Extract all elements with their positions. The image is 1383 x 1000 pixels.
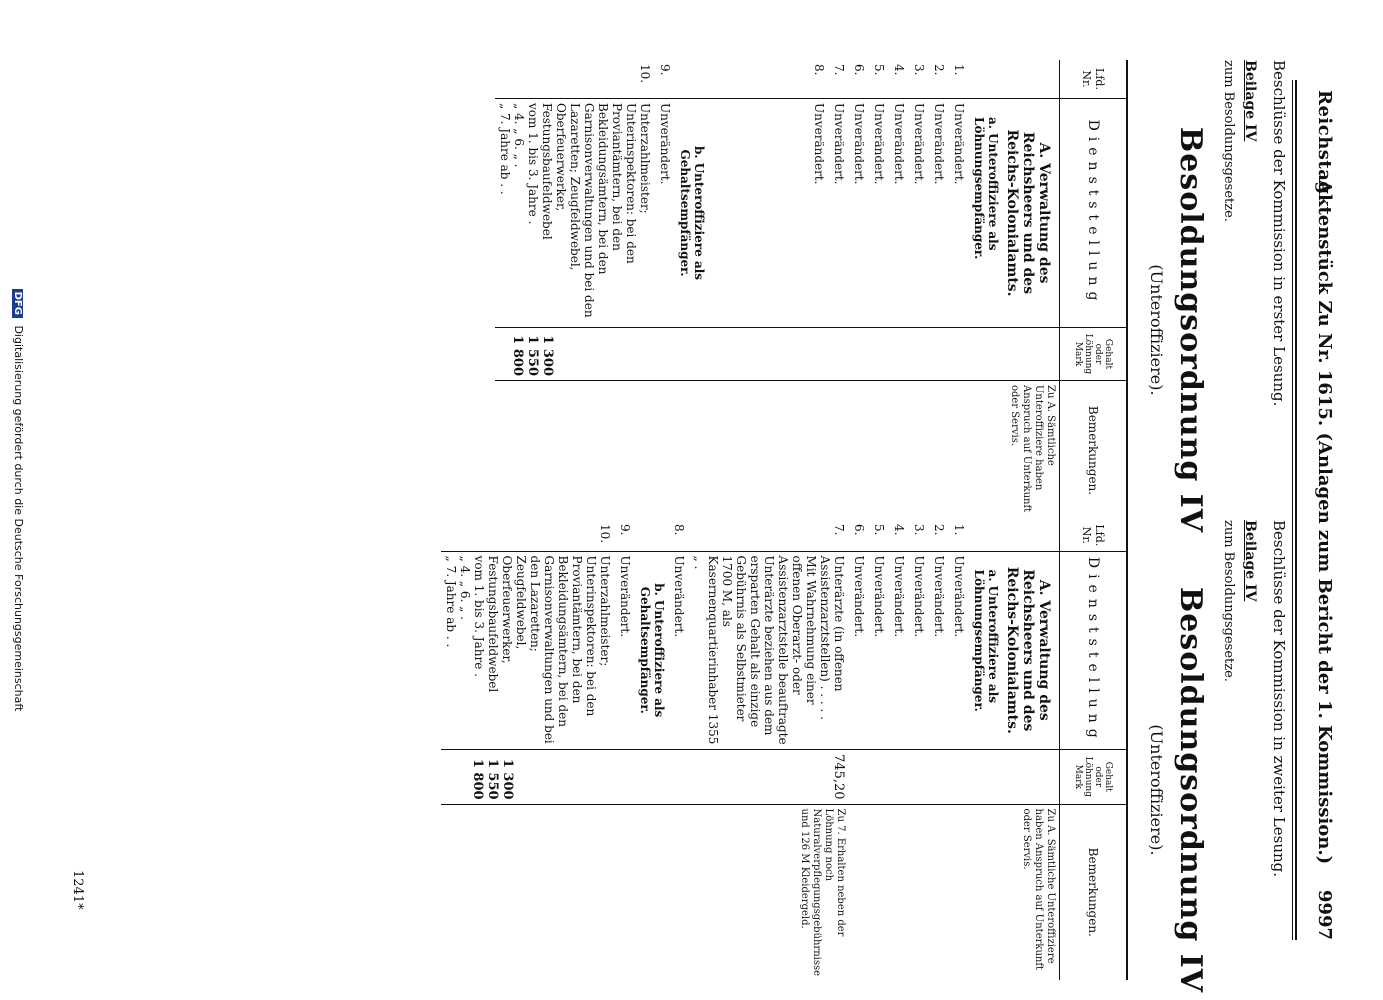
beilage-label: Beilage IV bbox=[1242, 520, 1258, 602]
subsection-a: a. Unteroffiziere als Löhnungsempfänger. bbox=[972, 117, 1000, 260]
row-text: Unverändert. bbox=[909, 99, 929, 328]
row-nr: 6. bbox=[852, 64, 866, 76]
row-text: Unverändert. bbox=[929, 99, 949, 328]
first-reading-column bbox=[88, 60, 1288, 534]
row-gehalt: 1 300 1 550 1 800 bbox=[495, 328, 655, 381]
table-row bbox=[889, 520, 909, 980]
row-nr: 2. bbox=[932, 64, 946, 76]
remark-a: Zu A. Sämtliche Unteroffiziere haben Anspruch auf Unterkunft oder Servis. bbox=[969, 381, 1060, 521]
col-nr: Lfd. Nr. bbox=[1060, 520, 1128, 551]
row-text: Unterärzte (in offenen Assistenzarztstellen) . . . . . Mit Wahrnehmung einer offenen Oberarzt- oder Assistenzarztstelle beauftragte Unterärzte beziehen aus dem ersparten Gehalt als einzige Gebührnis als Selbstmieter 1700 M, als Kasernenquartierinhaber 1355 „ . bbox=[689, 551, 849, 749]
table-row bbox=[949, 60, 969, 520]
col-gehalt: Gehalt oder Löhnung Mark bbox=[1060, 750, 1128, 805]
section-a-heading: A. Verwaltung des Reichsheers und des Reichs-Kolonialamts. bbox=[1004, 129, 1052, 297]
row-text: Unverändert. bbox=[949, 551, 969, 749]
dfg-logo: DFG bbox=[12, 289, 23, 318]
stage-label: Beschlüsse der Kommission in erster Lesung. bbox=[1270, 60, 1288, 407]
row-nr: 3. bbox=[912, 524, 926, 536]
funding-note-text: Digitalisierung gefördert durch die Deutsche Forschungsgemeinschaft bbox=[12, 325, 25, 712]
table-row bbox=[849, 520, 869, 980]
row-text: Unverändert. bbox=[869, 551, 889, 749]
table-row bbox=[909, 520, 929, 980]
row-text: Unverändert. bbox=[869, 99, 889, 328]
row-nr: 7. bbox=[832, 64, 846, 76]
table-row bbox=[909, 60, 929, 520]
subsection-b: b. Unteroffiziere als Gehaltsempfänger. bbox=[678, 145, 706, 281]
table-row bbox=[969, 520, 1060, 980]
row-text: Unverändert. bbox=[849, 551, 869, 749]
remark-a: Zu A. Sämtliche Unteroffiziere haben Anspruch auf Unterkunft oder Servis. bbox=[969, 804, 1060, 980]
row-text: Unverändert. bbox=[849, 99, 869, 328]
table-row bbox=[929, 60, 949, 520]
row-nr: 1. bbox=[952, 64, 966, 76]
table-row bbox=[969, 60, 1060, 520]
table-row bbox=[675, 60, 709, 520]
row-nr: 7. bbox=[832, 524, 846, 536]
row-text: Unverändert. bbox=[655, 99, 675, 328]
remark-7: Zu 7. Erhalten neben der Löhnung noch Naturalverpflegungsgebührnisse und 126 M Kleidergeld. bbox=[689, 804, 849, 980]
col-bemerkungen: Bemerkungen. bbox=[1060, 804, 1128, 980]
col-bemerkungen: Bemerkungen. bbox=[1060, 381, 1128, 521]
funding-note bbox=[12, 0, 25, 1000]
subsection-b: b. Unteroffiziere als Gehaltsempfänger. bbox=[638, 583, 666, 718]
section-a-heading: A. Verwaltung des Reichsheers und des Reichs-Kolonialamts. bbox=[1004, 566, 1052, 734]
section-title: Besoldungsordnung IV bbox=[1173, 126, 1208, 534]
table-row bbox=[869, 60, 889, 520]
row-text: Unverändert. bbox=[929, 551, 949, 749]
section-subtitle: (Unteroffiziere). bbox=[1147, 724, 1166, 856]
table-row bbox=[929, 520, 949, 980]
salary-table bbox=[495, 60, 1128, 520]
section-title: Besoldungsordnung IV bbox=[1173, 586, 1208, 994]
zum-label: zum Besoldungsgesetze. bbox=[1221, 60, 1236, 222]
row-text: Unverändert. bbox=[709, 99, 829, 328]
row-text: Unterzahlmeister; Unterinspektoren: bei den Proviantämtern, bei den Bekleidungsämtern, bei den Garnisonverwaltungen und bei den Lazaretten; Zeugfeldwebel, Oberfeuerwerker, Festungsbaufeldwebel vom 1. bis 3. Jahre . „ 4. „ 6. „ . „ 7. Jahre ab . . bbox=[495, 99, 655, 328]
row-nr: 9. bbox=[658, 64, 672, 76]
row-nr: 9. bbox=[618, 524, 632, 536]
table-row bbox=[635, 520, 669, 980]
beilage-label: Beilage IV bbox=[1242, 60, 1258, 142]
row-text: Unverändert. bbox=[909, 551, 929, 749]
row-nr: 1. bbox=[952, 524, 966, 536]
second-reading-column bbox=[88, 520, 1288, 994]
table-row bbox=[495, 60, 655, 520]
header-left: Reichstag. bbox=[1314, 90, 1335, 202]
row-text: Unverändert. bbox=[889, 99, 909, 328]
header-rule bbox=[1295, 80, 1297, 940]
row-nr: 4. bbox=[892, 524, 906, 536]
table-row bbox=[669, 520, 689, 980]
table-row bbox=[689, 520, 849, 980]
header-rule-thin bbox=[1292, 80, 1293, 940]
header-title: Aktenstück Zu Nr. 1615. (Anlagen zum Bericht der 1. Kommission.) bbox=[1314, 180, 1335, 865]
row-nr: 4. bbox=[892, 64, 906, 76]
table-row bbox=[615, 520, 635, 980]
row-nr: 10. bbox=[638, 64, 652, 84]
row-text: Unterzahlmeister; Unterinspektoren: bei den Proviantämtern, bei den Bekleidungsämtern, bei den Garnisonverwaltungen und bei den Lazaretten; Zeugfeldwebel, Oberfeuerwerker, Festungsbaufeldwebel vom 1. bis 3. Jahre . „ 4. „ 6. „ . „ 7. Jahre ab . . bbox=[441, 551, 615, 749]
table-row bbox=[655, 60, 675, 520]
col-dienststellung: Dienststellung bbox=[1060, 551, 1128, 749]
row-nr: 8. bbox=[672, 524, 686, 536]
table-row bbox=[949, 520, 969, 980]
zum-label: zum Besoldungsgesetze. bbox=[1221, 520, 1236, 682]
section-subtitle: (Unteroffiziere). bbox=[1147, 264, 1166, 396]
row-nr: 10. bbox=[598, 524, 612, 544]
salary-table bbox=[441, 520, 1128, 980]
table-row bbox=[829, 60, 849, 520]
table-row bbox=[889, 60, 909, 520]
row-nr: 5. bbox=[872, 64, 886, 76]
row-gehalt: 745,20 bbox=[831, 754, 846, 800]
row-text: Unverändert. bbox=[829, 99, 849, 328]
table-row bbox=[709, 60, 829, 520]
page-header bbox=[1303, 0, 1343, 1000]
row-text: Unverändert. bbox=[615, 551, 635, 749]
table-row bbox=[869, 520, 889, 980]
row-text: Unverändert. bbox=[949, 99, 969, 328]
page-number: 9997 bbox=[1314, 889, 1335, 940]
row-nr: 8. bbox=[812, 64, 826, 76]
row-nr: 5. bbox=[872, 524, 886, 536]
row-nr: 3. bbox=[912, 64, 926, 76]
sheet-number: 1241* bbox=[70, 870, 85, 910]
table-row bbox=[849, 60, 869, 520]
row-nr: 6. bbox=[852, 524, 866, 536]
subsection-a: a. Unteroffiziere als Löhnungsempfänger. bbox=[972, 569, 1000, 712]
row-text: Unverändert. bbox=[669, 551, 689, 749]
row-nr: 2. bbox=[932, 524, 946, 536]
row-text: Unverändert. bbox=[889, 551, 909, 749]
col-dienststellung: Dienststellung bbox=[1060, 99, 1128, 328]
table-row bbox=[441, 520, 615, 980]
row-gehalt: 1 300 1 550 1 800 bbox=[441, 750, 615, 805]
col-gehalt: Gehalt oder Löhnung Mark bbox=[1060, 328, 1128, 381]
stage-label: Beschlüsse der Kommission in zweiter Lesung. bbox=[1270, 520, 1288, 878]
col-nr: Lfd. Nr. bbox=[1060, 60, 1128, 99]
